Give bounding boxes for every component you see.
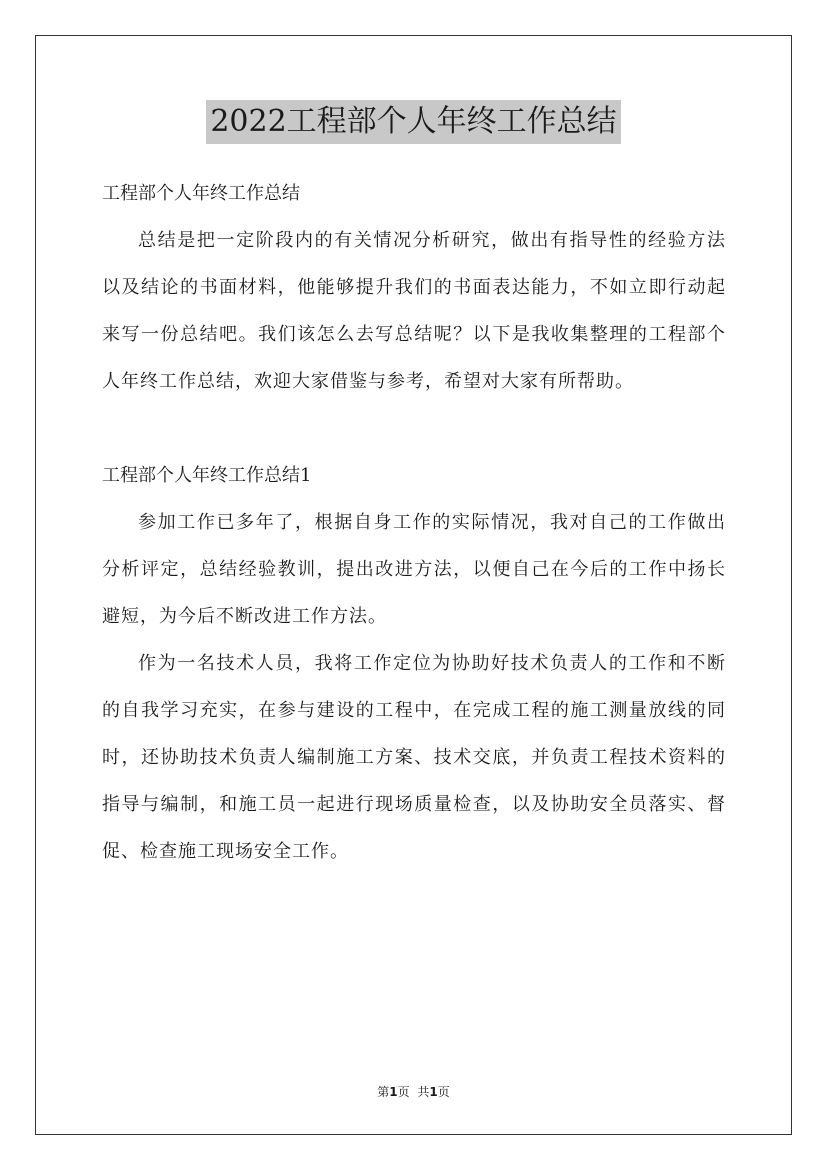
document-title: 2022工程部个人年终工作总结 bbox=[206, 100, 620, 144]
page-label-prefix: 第 bbox=[377, 1085, 390, 1099]
page-label-suffix: 页 bbox=[397, 1085, 410, 1099]
paragraph: 作为一名技术人员，我将工作定位为协助好技术负责人的工作和不断的自我学习充实，在参与建设的工程中，在完成工程的施工测量放线的同时，还协助技术负责人编制施工方案、技术交底，并负责工程技术资料的指导与编制，和施工员一起进行现场质量检查，以及协助安全员落实、督促、检查施工现场安全工作。 bbox=[102, 653, 726, 862]
total-label-prefix: 共 bbox=[417, 1085, 430, 1099]
document-body bbox=[102, 170, 726, 875]
section-heading: 工程部个人年终工作总结 bbox=[102, 183, 300, 204]
section-heading: 工程部个人年终工作总结1 bbox=[102, 465, 312, 486]
section-spacer bbox=[102, 405, 726, 452]
title-container bbox=[0, 100, 827, 144]
page-footer bbox=[0, 1083, 827, 1100]
paragraph: 总结是把一定阶段内的有关情况分析研究，做出有指导性的经验方法以及结论的书面材料，他能够提升我们的书面表达能力，不如立即行动起来写一份总结吧。我们该怎么去写总结呢？以下是我收集整理的工程部个人年终工作总结，欢迎大家借鉴与参考，希望对大家有所帮助。 bbox=[102, 230, 726, 392]
page-current: 1 bbox=[389, 1085, 398, 1099]
paragraph: 参加工作已多年了，根据自身工作的实际情况，我对自己的工作做出分析评定，总结经验教训，提出改进方法，以便自己在今后的工作中扬长避短，为今后不断改进工作方法。 bbox=[102, 512, 726, 627]
total-label-suffix: 页 bbox=[437, 1085, 450, 1099]
page-total: 1 bbox=[429, 1085, 438, 1099]
